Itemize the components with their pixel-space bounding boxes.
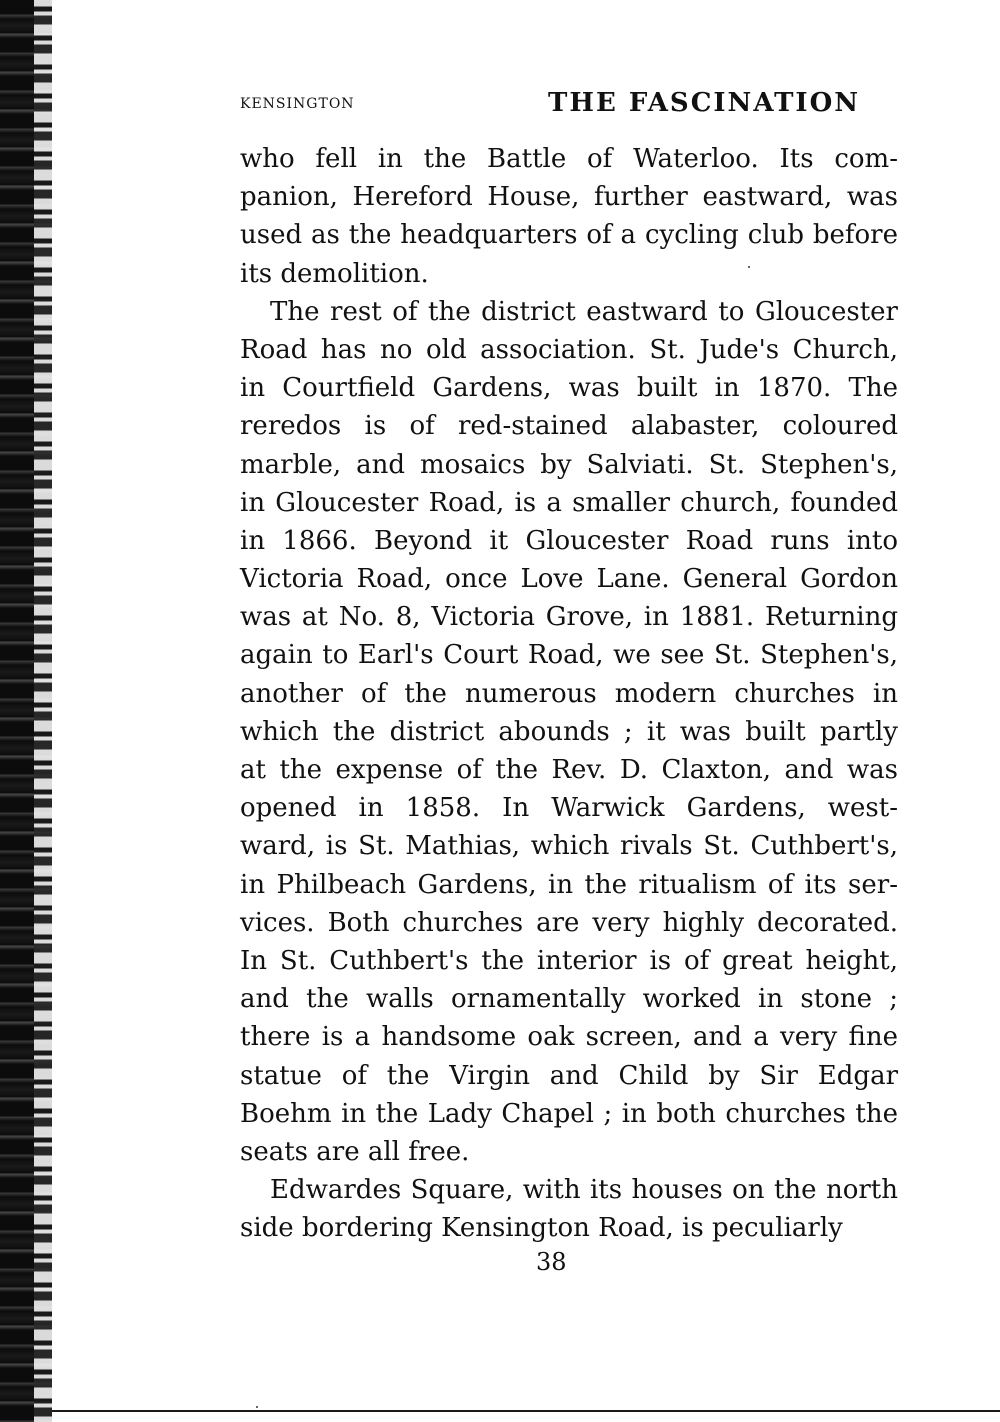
- text-line: in Philbeach Gardens, in the ritualism of its ser-: [240, 869, 898, 900]
- paragraph: [240, 140, 898, 293]
- paragraph: [240, 1171, 898, 1247]
- text-line: in Gloucester Road, is a smaller church, founded: [240, 487, 898, 518]
- text-line: its demolition.: [240, 258, 429, 289]
- text-line: panion, Hereford House, further eastward, was: [240, 182, 898, 213]
- text-line: side bordering Kensington Road, is peculiarly: [240, 1213, 843, 1244]
- text-line: was at No. 8, Victoria Grove, in 1881. Returning: [240, 602, 898, 633]
- page-bottom-margin: [52, 1412, 1000, 1422]
- page-number: 38: [536, 1248, 567, 1276]
- text-line: marble, and mosaics by Salviati. St. Stephen's,: [240, 449, 898, 480]
- text-line: In St. Cuthbert's the interior is of great height,: [240, 945, 898, 976]
- text-line: statue of the Virgin and Child by Sir Edgar: [240, 1060, 898, 1091]
- text-line: seats are all free.: [240, 1136, 470, 1167]
- text-line: at the expense of the Rev. D. Claxton, and was: [240, 755, 898, 785]
- scan-speck: [256, 1406, 258, 1408]
- text-line: Victoria Road, once Love Lane. General Gordon: [240, 564, 898, 595]
- text-line: another of the numerous modern churches in: [240, 678, 898, 709]
- scan-speck: [748, 266, 750, 268]
- text-line: and the walls ornamentally worked in stone ;: [240, 984, 898, 1015]
- text-line: used as the headquarters of a cycling club before: [240, 220, 898, 251]
- text-line: there is a handsome oak screen, and a very fine: [240, 1022, 898, 1053]
- text-line: The rest of the district eastward to Gloucester: [270, 296, 898, 327]
- running-header: [240, 88, 860, 124]
- text-line: who fell in the Battle of Waterloo. Its com-: [240, 144, 898, 174]
- text-line: in 1866. Beyond it Gloucester Road runs into: [240, 525, 898, 556]
- body-text: [240, 140, 898, 1247]
- text-line: reredos is of red-stained alabaster, coloured: [240, 411, 898, 442]
- running-head-place: KENSINGTON: [240, 96, 355, 112]
- text-line: Boehm in the Lady Chapel ; in both churches the: [240, 1098, 898, 1129]
- text-line: which the district abounds ; it was built partly: [240, 716, 898, 747]
- text-line: opened in 1858. In Warwick Gardens, west-: [240, 793, 898, 824]
- text-line: in Courtfield Gardens, was built in 1870. The: [240, 373, 898, 404]
- binding-edge: [34, 0, 52, 1422]
- text-line: ward, is St. Mathias, which rivals St. Cuthbert's,: [240, 831, 898, 862]
- paragraph: [240, 293, 898, 1171]
- text-line: again to Earl's Court Road, we see St. Stephen's,: [240, 640, 898, 671]
- running-head-title: THE FASCINATION: [548, 88, 860, 118]
- text-line: Road has no old association. St. Jude's Church,: [240, 334, 898, 365]
- text-line: Edwardes Square, with its houses on the north: [270, 1175, 898, 1206]
- text-line: vices. Both churches are very highly decorated.: [240, 907, 898, 938]
